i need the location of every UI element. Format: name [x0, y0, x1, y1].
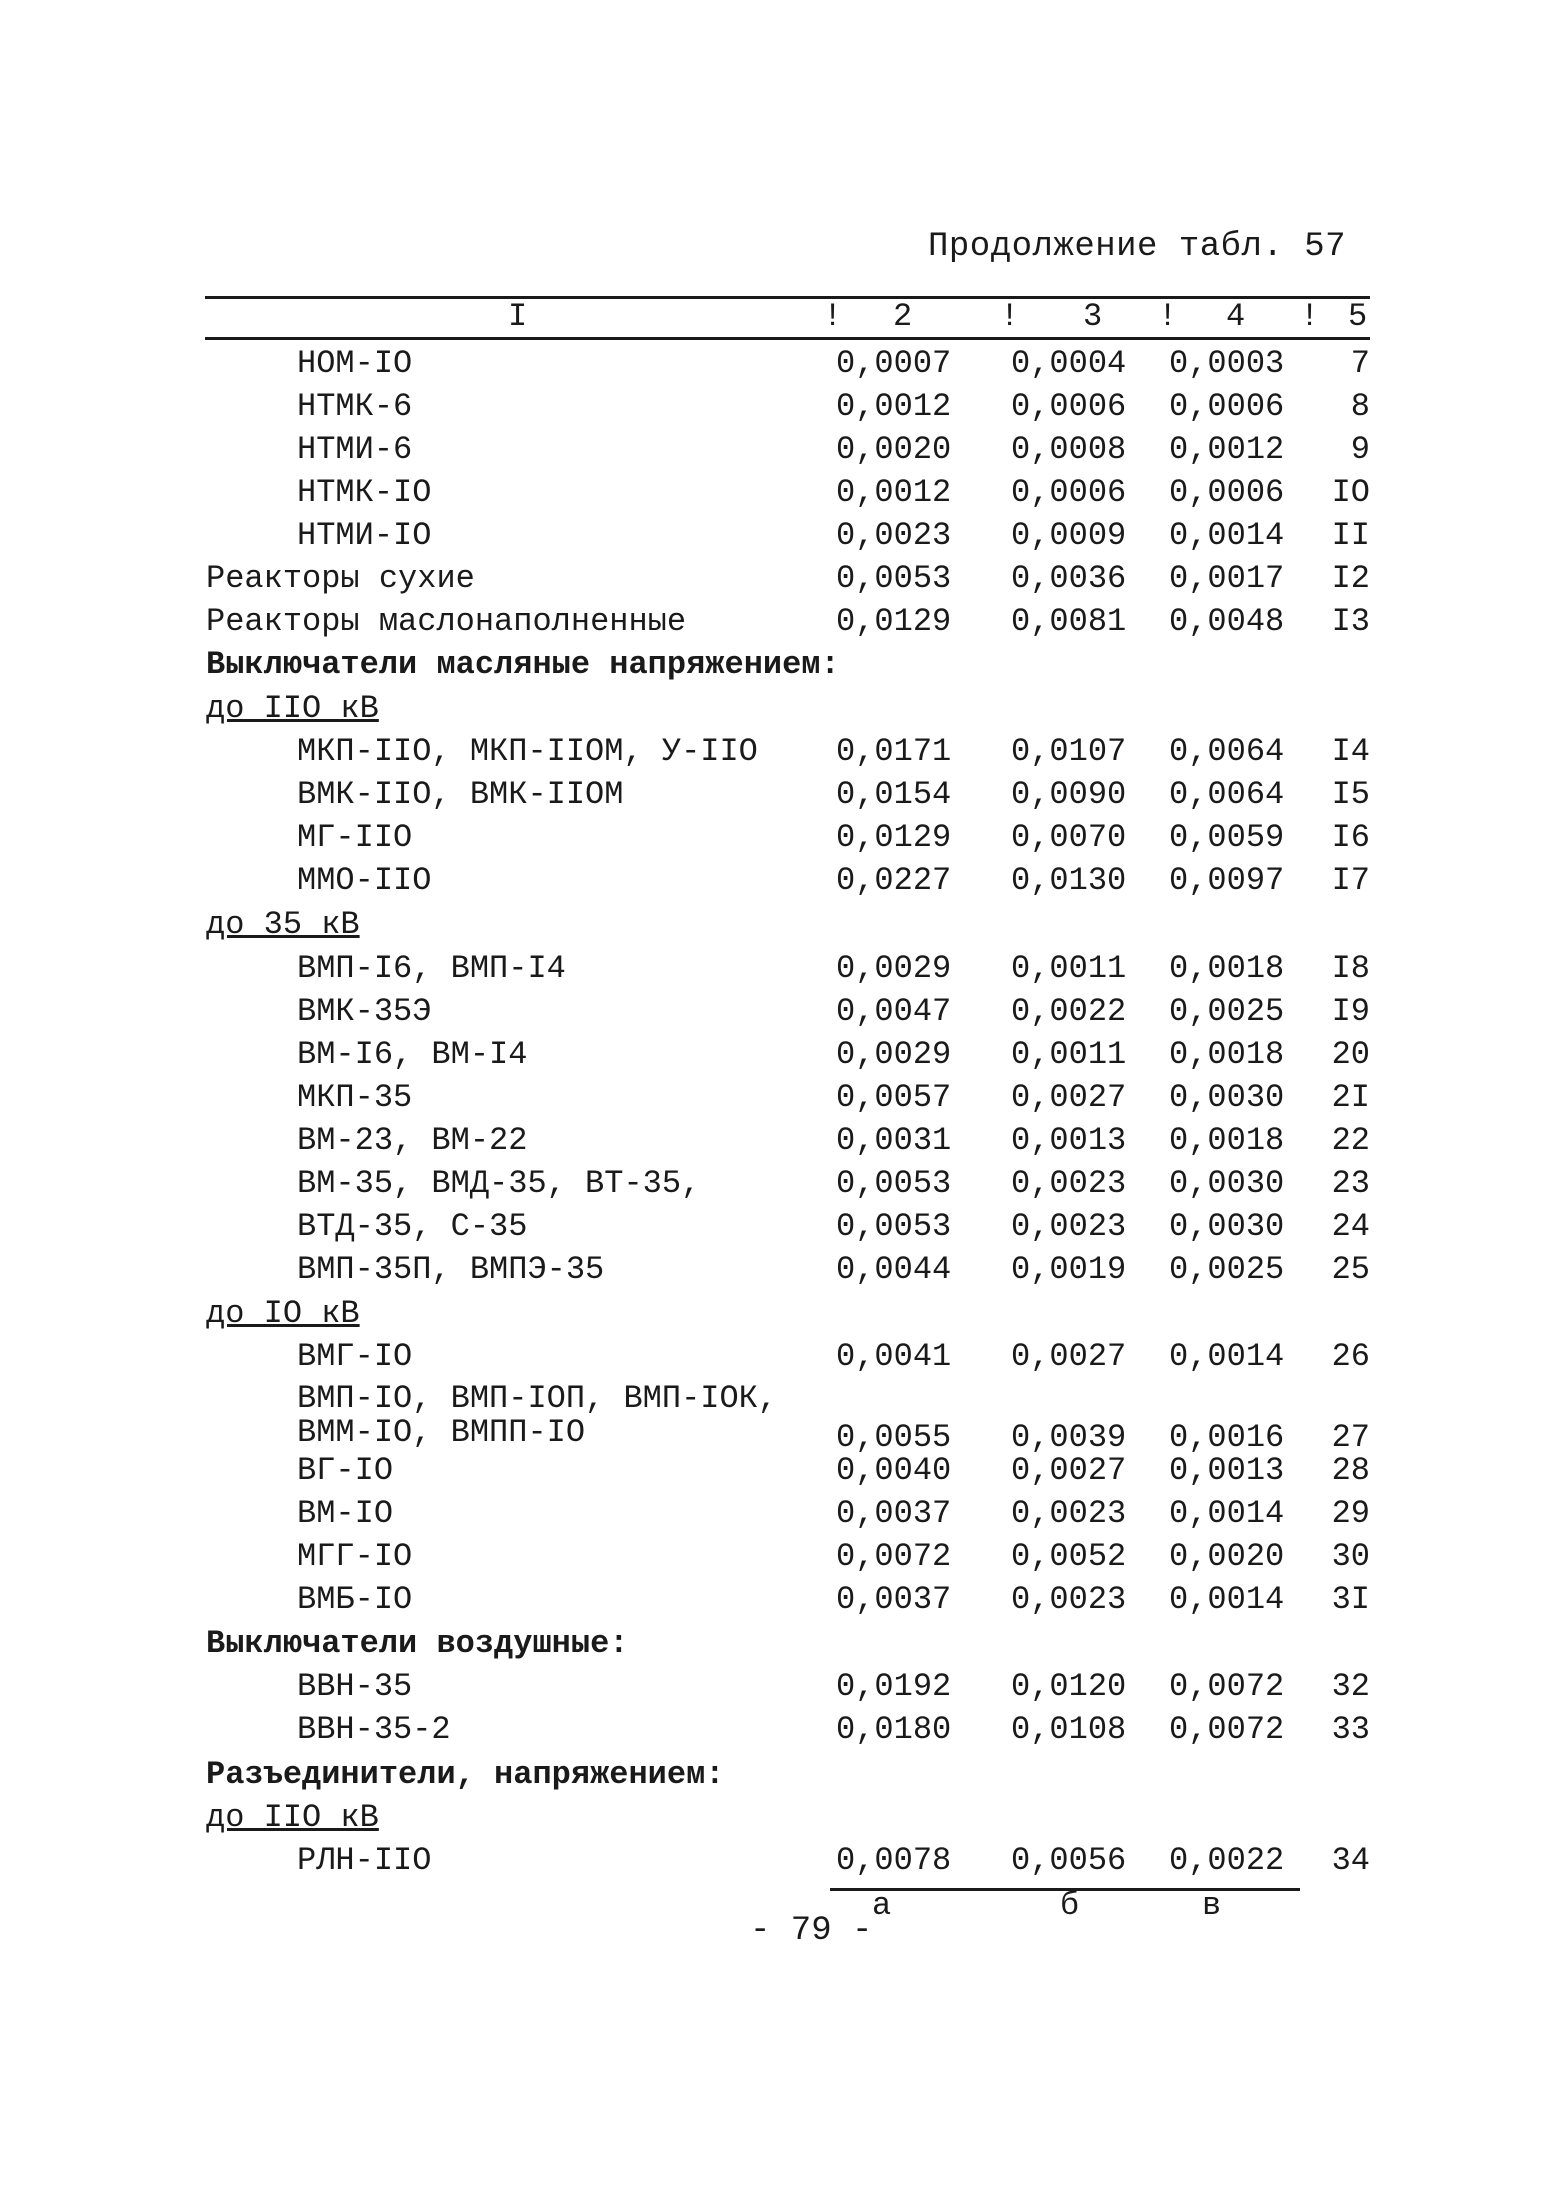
table-caption: Продолжение табл. 57 — [928, 228, 1347, 266]
table-row — [0, 1034, 1559, 1076]
row-value-c2: 0,0023 — [836, 517, 952, 554]
row-value-c5: 34 — [1331, 1842, 1370, 1879]
header-col-4: 4 — [1226, 298, 1246, 335]
table-row — [0, 860, 1559, 902]
row-name: ВМ-35, ВМД-35, ВТ-35, — [297, 1165, 701, 1202]
row-value-c4: 0,0097 — [1169, 862, 1285, 899]
row-name: ВМГ-IO — [297, 1338, 413, 1375]
row-value-c3: 0,0013 — [1011, 1122, 1127, 1159]
row-value-c4: 0,0006 — [1169, 474, 1285, 511]
row-value-c4: 0,0018 — [1169, 1036, 1285, 1073]
table-row — [0, 1797, 1559, 1839]
row-value-c5: 7 — [1350, 345, 1370, 382]
row-name: ВМ-IO — [297, 1495, 394, 1532]
row-name: Реакторы сухие — [206, 560, 475, 597]
footnote-letter-b: б — [1060, 1887, 1080, 1924]
row-name: Выключатели воздушные: — [206, 1625, 629, 1662]
table-row — [0, 1579, 1559, 1621]
table-row — [0, 948, 1559, 990]
row-value-c4: 0,0012 — [1169, 431, 1285, 468]
row-value-c2: 0,0129 — [836, 603, 952, 640]
row-value-c3: 0,0006 — [1011, 388, 1127, 425]
row-value-c5: 24 — [1331, 1208, 1370, 1245]
table-row — [0, 774, 1559, 816]
row-value-c5: I8 — [1331, 950, 1370, 987]
row-name: ММО-IIO — [297, 862, 432, 899]
table-row — [0, 731, 1559, 773]
row-value-c4: 0,0025 — [1169, 1251, 1285, 1288]
row-value-c3: 0,0023 — [1011, 1581, 1127, 1618]
row-value-c3: 0,0022 — [1011, 993, 1127, 1030]
row-name: ВМБ-IO — [297, 1581, 413, 1618]
row-value-c2: 0,0129 — [836, 819, 952, 856]
table-row — [0, 817, 1559, 859]
row-value-c4: 0,0072 — [1169, 1668, 1285, 1705]
row-value-c2: 0,0078 — [836, 1842, 952, 1879]
row-name: ВМП-I6, ВМП-I4 — [297, 950, 566, 987]
row-value-c2: 0,0044 — [836, 1251, 952, 1288]
row-name: ВВН-35-2 — [297, 1711, 451, 1748]
row-name-continuation: ВММ-IO, ВМПП-IO — [297, 1414, 586, 1451]
row-value-c2: 0,0029 — [836, 950, 952, 987]
row-value-c2: 0,0154 — [836, 776, 952, 813]
row-name: ВМП-IO, ВМП-IOП, ВМП-IOК, — [297, 1380, 778, 1417]
row-value-c3: 0,0130 — [1011, 862, 1127, 899]
row-value-c4: 0,0025 — [1169, 993, 1285, 1030]
row-value-c5: I3 — [1331, 603, 1370, 640]
row-value-c5: 26 — [1331, 1338, 1370, 1375]
row-value-c5: II — [1331, 517, 1370, 554]
row-value-c2: 0,0171 — [836, 733, 952, 770]
row-value-c3: 0,0027 — [1011, 1338, 1127, 1375]
table-row — [0, 1840, 1559, 1882]
row-value-c3: 0,0004 — [1011, 345, 1127, 382]
row-value-c4: 0,0014 — [1169, 1338, 1285, 1375]
row-value-c2: 0,0012 — [836, 474, 952, 511]
row-value-c5: I7 — [1331, 862, 1370, 899]
table-row — [0, 1163, 1559, 1205]
row-name: НТМК-6 — [297, 388, 413, 425]
row-value-c4: 0,0020 — [1169, 1538, 1285, 1575]
row-value-c3: 0,0011 — [1011, 950, 1127, 987]
row-value-c4: 0,0006 — [1169, 388, 1285, 425]
row-value-c4: 0,0022 — [1169, 1842, 1285, 1879]
header-separator: ! — [823, 298, 843, 335]
table-row — [0, 1536, 1559, 1578]
table-row — [0, 1120, 1559, 1162]
row-name: Разъединители, напряжением: — [206, 1756, 725, 1793]
table-row — [0, 1249, 1559, 1291]
row-value-c3: 0,0023 — [1011, 1165, 1127, 1202]
row-name: Выключатели масляные напряжением: — [206, 646, 840, 683]
row-value-c3: 0,0009 — [1011, 517, 1127, 554]
row-value-c5: 28 — [1331, 1452, 1370, 1489]
row-name: МГ-IIO — [297, 819, 413, 856]
row-value-c3: 0,0052 — [1011, 1538, 1127, 1575]
row-value-c4: 0,0030 — [1169, 1079, 1285, 1116]
row-value-c2: 0,0047 — [836, 993, 952, 1030]
row-name: МКП-IIO, МКП-IIOМ, У-IIO — [297, 733, 758, 770]
row-name: ВМП-35П, ВМПЭ-35 — [297, 1251, 605, 1288]
row-value-c2: 0,0040 — [836, 1452, 952, 1489]
row-value-c5: 33 — [1331, 1711, 1370, 1748]
row-value-c5: I2 — [1331, 560, 1370, 597]
row-value-c4: 0,0013 — [1169, 1452, 1285, 1489]
row-value-c5: 20 — [1331, 1036, 1370, 1073]
header-col-3: 3 — [1083, 298, 1103, 335]
header-separator: ! — [1300, 298, 1320, 335]
row-value-c2: 0,0012 — [836, 388, 952, 425]
row-value-c3: 0,0081 — [1011, 603, 1127, 640]
table-row — [0, 515, 1559, 557]
row-value-c5: 29 — [1331, 1495, 1370, 1532]
row-name: ВМК-IIO, ВМК-IIOМ — [297, 776, 624, 813]
row-name: до 35 кВ — [206, 906, 360, 943]
row-value-c2: 0,0192 — [836, 1668, 952, 1705]
row-value-c3: 0,0108 — [1011, 1711, 1127, 1748]
row-value-c5: 32 — [1331, 1668, 1370, 1705]
row-name: НОМ-IO — [297, 345, 413, 382]
row-value-c4: 0,0003 — [1169, 345, 1285, 382]
row-value-c3: 0,0011 — [1011, 1036, 1127, 1073]
row-value-c4: 0,0014 — [1169, 1495, 1285, 1532]
row-value-c3: 0,0006 — [1011, 474, 1127, 511]
row-value-c4: 0,0030 — [1169, 1208, 1285, 1245]
row-name: ВВН-35 — [297, 1668, 413, 1705]
row-value-c5: I4 — [1331, 733, 1370, 770]
row-name: МГГ-IO — [297, 1538, 413, 1575]
row-value-c3: 0,0039 — [1011, 1419, 1127, 1456]
row-value-c3: 0,0107 — [1011, 733, 1127, 770]
row-value-c4: 0,0018 — [1169, 1122, 1285, 1159]
row-value-c5: 27 — [1331, 1419, 1370, 1456]
row-value-c5: 22 — [1331, 1122, 1370, 1159]
table-row — [0, 1077, 1559, 1119]
table-row — [0, 688, 1559, 730]
row-value-c5: 8 — [1350, 388, 1370, 425]
row-value-c5: I9 — [1331, 993, 1370, 1030]
row-value-c2: 0,0053 — [836, 560, 952, 597]
row-name: до IIO кВ — [206, 690, 379, 727]
row-value-c3: 0,0023 — [1011, 1495, 1127, 1532]
row-name: ВГ-IO — [297, 1452, 394, 1489]
table-row — [0, 1493, 1559, 1535]
header-rule — [205, 337, 1370, 340]
table-row — [0, 644, 1559, 686]
row-value-c4: 0,0048 — [1169, 603, 1285, 640]
table-row — [0, 1709, 1559, 1751]
row-value-c4: 0,0014 — [1169, 517, 1285, 554]
row-name: до IO кВ — [206, 1295, 360, 1332]
header-col-1: I — [508, 298, 528, 335]
header-separator: ! — [1000, 298, 1020, 335]
row-value-c4: 0,0018 — [1169, 950, 1285, 987]
row-value-c3: 0,0036 — [1011, 560, 1127, 597]
table-row — [0, 904, 1559, 946]
row-name: ВМ-I6, ВМ-I4 — [297, 1036, 528, 1073]
row-value-c2: 0,0037 — [836, 1495, 952, 1532]
row-value-c4: 0,0064 — [1169, 733, 1285, 770]
row-value-c4: 0,0014 — [1169, 1581, 1285, 1618]
table-row — [0, 1623, 1559, 1665]
row-value-c4: 0,0030 — [1169, 1165, 1285, 1202]
row-name: ВТД-35, С-35 — [297, 1208, 528, 1245]
table-row — [0, 1293, 1559, 1335]
row-value-c3: 0,0120 — [1011, 1668, 1127, 1705]
row-value-c4: 0,0064 — [1169, 776, 1285, 813]
row-value-c2: 0,0053 — [836, 1165, 952, 1202]
row-value-c3: 0,0070 — [1011, 819, 1127, 856]
table-row — [0, 558, 1559, 600]
table-row — [0, 601, 1559, 643]
row-name: ВМ-23, ВМ-22 — [297, 1122, 528, 1159]
table-row — [0, 1206, 1559, 1248]
row-value-c5: 30 — [1331, 1538, 1370, 1575]
table-row — [0, 1666, 1559, 1708]
row-value-c2: 0,0031 — [836, 1122, 952, 1159]
header-col-5: 5 — [1348, 298, 1368, 335]
row-value-c3: 0,0056 — [1011, 1842, 1127, 1879]
row-name: НТМИ-6 — [297, 431, 413, 468]
row-value-c2: 0,0053 — [836, 1208, 952, 1245]
row-value-c2: 0,0020 — [836, 431, 952, 468]
table-row — [0, 991, 1559, 1033]
row-value-c2: 0,0072 — [836, 1538, 952, 1575]
footnote-letter-v: в — [1202, 1887, 1222, 1924]
row-name: Реакторы маслонаполненные — [206, 603, 687, 640]
row-value-c5: 2I — [1331, 1079, 1370, 1116]
row-name: до IIO кВ — [206, 1799, 379, 1836]
row-value-c2: 0,0007 — [836, 345, 952, 382]
row-value-c3: 0,0019 — [1011, 1251, 1127, 1288]
row-value-c5: 3I — [1331, 1581, 1370, 1618]
footnote-letter-a: а — [872, 1887, 892, 1924]
row-value-c5: 25 — [1331, 1251, 1370, 1288]
row-value-c5: I6 — [1331, 819, 1370, 856]
row-name: МКП-35 — [297, 1079, 413, 1116]
row-value-c3: 0,0008 — [1011, 431, 1127, 468]
row-value-c2: 0,0041 — [836, 1338, 952, 1375]
row-name: РЛН-IIO — [297, 1842, 432, 1879]
row-value-c4: 0,0072 — [1169, 1711, 1285, 1748]
row-value-c3: 0,0090 — [1011, 776, 1127, 813]
row-value-c4: 0,0017 — [1169, 560, 1285, 597]
table-row — [0, 343, 1559, 385]
table-row — [0, 1450, 1559, 1492]
row-value-c3: 0,0027 — [1011, 1079, 1127, 1116]
header-separator: ! — [1158, 298, 1178, 335]
row-value-c2: 0,0055 — [836, 1419, 952, 1456]
row-value-c2: 0,0057 — [836, 1079, 952, 1116]
header-col-2: 2 — [893, 298, 913, 335]
page-number: - 79 - — [750, 1912, 873, 1950]
row-value-c3: 0,0027 — [1011, 1452, 1127, 1489]
row-value-c2: 0,0029 — [836, 1036, 952, 1073]
row-name: НТМК-IO — [297, 474, 432, 511]
table-row — [0, 1336, 1559, 1378]
row-value-c5: IO — [1331, 474, 1370, 511]
table-row — [0, 1754, 1559, 1796]
row-value-c5: I5 — [1331, 776, 1370, 813]
table-header — [0, 298, 1559, 336]
row-name: ВМК-35Э — [297, 993, 432, 1030]
table-row — [0, 1379, 1559, 1459]
row-value-c2: 0,0227 — [836, 862, 952, 899]
table-row — [0, 472, 1559, 514]
row-value-c4: 0,0059 — [1169, 819, 1285, 856]
row-value-c5: 23 — [1331, 1165, 1370, 1202]
row-value-c2: 0,0180 — [836, 1711, 952, 1748]
row-value-c4: 0,0016 — [1169, 1419, 1285, 1456]
row-name: НТМИ-IO — [297, 517, 432, 554]
table-row — [0, 386, 1559, 428]
row-value-c2: 0,0037 — [836, 1581, 952, 1618]
row-value-c3: 0,0023 — [1011, 1208, 1127, 1245]
row-value-c5: 9 — [1350, 431, 1370, 468]
table-row — [0, 429, 1559, 471]
